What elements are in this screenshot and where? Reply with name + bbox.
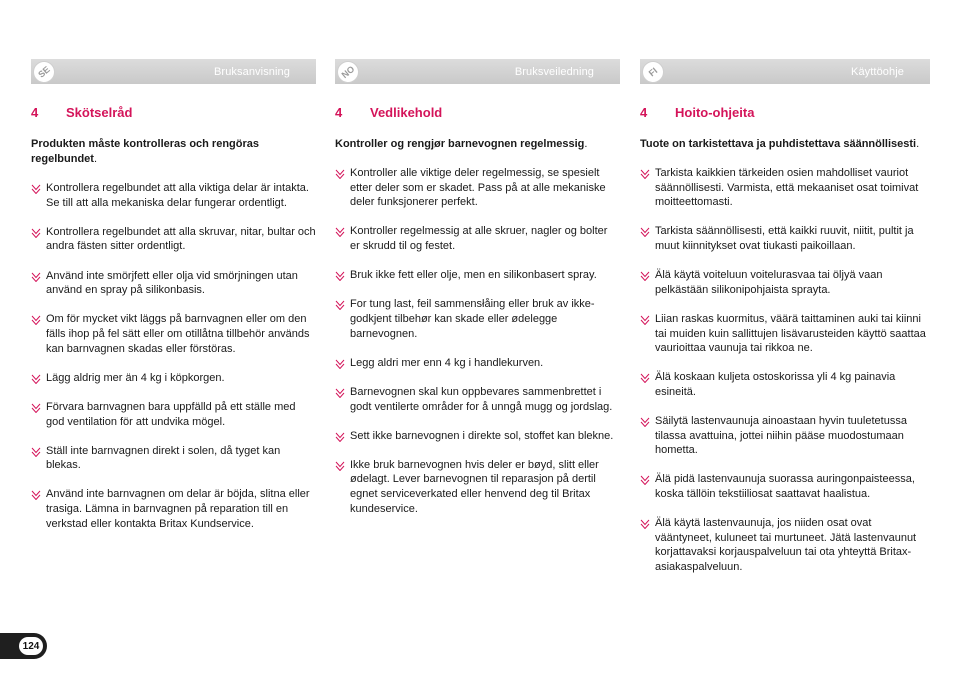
intro-text: Produkten måste kontrolleras och rengöras regelbundet. xyxy=(31,138,260,165)
list-item xyxy=(640,370,930,399)
list-item xyxy=(335,356,620,371)
language-badge: SE xyxy=(29,57,60,88)
section-number: 4 xyxy=(335,105,343,120)
language-badge: NO xyxy=(333,57,364,88)
arrow-bullet-icon xyxy=(335,432,345,442)
item-text: Lägg aldrig mer än 4 kg i köpkorgen. xyxy=(46,371,225,384)
item-text: Kontrollera regelbundet att alla viktiga delar är intakta. Se till att alla mekaniska delar fungerar ordentligt. xyxy=(46,182,309,209)
list-item xyxy=(335,385,620,414)
column-norwegian xyxy=(335,59,620,531)
list-item xyxy=(31,181,316,210)
item-text: Legg aldri mer enn 4 kg i handlekurven. xyxy=(350,356,544,369)
arrow-bullet-icon xyxy=(31,315,41,325)
list-item xyxy=(335,166,620,210)
arrow-bullet-icon xyxy=(640,227,650,237)
page-number-tab xyxy=(0,633,47,659)
item-text: Om för mycket vikt läggs på barnvagnen eller om den fälls ihop på fel sätt eller om otillåtna tillbehör används kan barnvagnen skadas eller förstöras. xyxy=(46,313,310,355)
item-text: Ställ inte barnvagnen direkt i solen, då tyget kan blekas. xyxy=(46,444,281,472)
item-text: Förvara barnvagnen bara uppfälld på ett ställe med god ventilation för att undvika mögel. xyxy=(46,400,296,428)
arrow-bullet-icon xyxy=(31,184,41,194)
intro-text: Kontroller og rengjør barnevognen regelmessig. xyxy=(335,138,588,150)
section-title: Hoito-ohjeita xyxy=(675,105,755,120)
item-text: Säilytä lastenvaunuja ainoastaan hyvin tuuletetussa tilassa avattuina, jottei niihin pääse muodostumaan hometta. xyxy=(655,415,907,457)
arrow-bullet-icon xyxy=(640,475,650,485)
intro-bold: Produkten måste kontrolleras och rengöras regelbundet xyxy=(31,138,260,165)
page-number: 124 xyxy=(19,637,43,655)
list-item xyxy=(640,516,930,574)
band-title: Käyttöohje xyxy=(851,66,904,78)
list-item xyxy=(640,414,930,458)
arrow-bullet-icon xyxy=(31,447,41,457)
list-item xyxy=(640,268,930,297)
list-item xyxy=(335,224,620,253)
arrow-bullet-icon xyxy=(335,388,345,398)
item-text: Tarkista säännöllisesti, että kaikki ruuvit, niitit, pultit ja muut kiinnitykset ovat tiukasti paikoillaan. xyxy=(655,225,914,252)
list-item xyxy=(31,225,316,254)
item-text: Älä koskaan kuljeta ostoskorissa yli 4 kg painavia esineitä. xyxy=(655,371,896,398)
list-item xyxy=(31,487,316,531)
list-item xyxy=(335,297,620,341)
arrow-bullet-icon xyxy=(31,490,41,500)
arrow-bullet-icon xyxy=(640,417,650,427)
section-heading xyxy=(335,105,620,120)
section-title: Vedlikehold xyxy=(370,105,443,120)
list-item xyxy=(640,224,930,253)
list-item xyxy=(31,312,316,356)
arrow-bullet-icon xyxy=(31,272,41,282)
list-item xyxy=(31,371,316,386)
arrow-bullet-icon xyxy=(335,461,345,471)
section-heading xyxy=(640,105,930,120)
item-text: Kontroller regelmessig at alle skruer, nagler og bolter er skrudd til og festet. xyxy=(350,225,608,252)
list-item xyxy=(335,458,620,516)
column-finnish xyxy=(640,59,930,589)
list-item xyxy=(31,269,316,298)
list-item xyxy=(640,312,930,356)
item-text: For tung last, feil sammensłåing eller bruk av ikke-godkjent tilbehør kan skade eller ødelegge barnevognen. xyxy=(350,298,595,340)
arrow-bullet-icon xyxy=(31,374,41,384)
list-item xyxy=(31,444,316,473)
item-list xyxy=(335,166,620,516)
item-text: Barnevognen skal kun oppbevares sammenbrettet i godt ventilerte områder for å unngå mugg og jordslag. xyxy=(350,385,613,413)
item-text: Kontrollera regelbundet att alla skruvar, nitar, bultar och andra fästen sitter ordentligt. xyxy=(46,225,316,253)
arrow-bullet-icon xyxy=(335,359,345,369)
arrow-bullet-icon xyxy=(335,169,345,179)
item-text: Använd inte barnvagnen om delar är böjda, slitna eller trasiga. Lämna in barnvagnen på reparation till en verkstad eller kontakta Britax Kundservice. xyxy=(46,488,310,530)
item-text: Ikke bruk barnevognen hvis deler er bøyd, slitt eller ødelagt. Lever barnevognen til reparasjon på dertil egnet serviceverkated eller henvend deg til Britax kundeservice. xyxy=(350,458,599,515)
language-band xyxy=(335,59,620,84)
section-heading xyxy=(31,105,316,120)
arrow-bullet-icon xyxy=(335,300,345,310)
arrow-bullet-icon xyxy=(335,227,345,237)
arrow-bullet-icon xyxy=(640,519,650,529)
list-item xyxy=(335,429,620,444)
item-text: Liian raskas kuormitus, väärä taittaminen auki tai kiinni tai muiden kuin sallittujen lisävarusteiden käyttö saattaa vaurioittaa vaunuja tai rikkoa ne. xyxy=(655,312,926,355)
language-badge: FI xyxy=(638,57,669,88)
column-swedish xyxy=(31,59,316,546)
section-number: 4 xyxy=(31,105,39,120)
arrow-bullet-icon xyxy=(31,403,41,413)
item-text: Älä käytä voiteluun voitelurasvaa tai öljyä vaan pelkästään silikonipohjaista sprayta. xyxy=(655,269,883,296)
item-list xyxy=(640,166,930,575)
item-text: Bruk ikke fett eller olje, men en silikonbasert spray. xyxy=(350,269,597,282)
arrow-bullet-icon xyxy=(640,315,650,325)
language-band xyxy=(640,59,930,84)
list-item xyxy=(640,166,930,210)
section-number: 4 xyxy=(640,105,648,120)
arrow-bullet-icon xyxy=(640,271,650,281)
item-list xyxy=(31,181,316,531)
item-text: Kontroller alle viktige deler regelmessig, se spesielt etter deler som er skadet. Pass på at alle mekaniske deler funksjonerer perfekt. xyxy=(350,167,606,209)
intro-bold: Kontroller og rengjør barnevognen regelmessig xyxy=(335,138,585,150)
section-title: Skötselråd xyxy=(66,105,133,120)
list-item xyxy=(31,400,316,429)
list-item xyxy=(640,472,930,501)
item-text: Älä käytä lastenvaunuja, jos niiden osat ovat vääntyneet, kuluneet tai murtuneet. Jätä lastenvaunut korjattavaksi korjauspalveluun tai ota yhteyttä Britax-asiakaspalveluun. xyxy=(655,517,917,574)
intro-text: Tuote on tarkistettava ja puhdistettava säännöllisesti. xyxy=(640,138,920,150)
arrow-bullet-icon xyxy=(335,271,345,281)
intro-bold: Tuote on tarkistettava ja puhdistettava säännöllisesti xyxy=(640,138,917,150)
item-text: Tarkista kaikkien tärkeiden osien mahdolliset vauriot säännöllisesti. Varmista, että mekaaniset osat toimivat moitteettomasti. xyxy=(655,167,919,209)
language-band xyxy=(31,59,316,84)
item-text: Sett ikke barnevognen i direkte sol, stoffet kan blekne. xyxy=(350,429,614,442)
item-text: Älä pidä lastenvaunuja suorassa auringonpaisteessa, koska tällöin tekstiiliosat saattavat haalistua. xyxy=(655,473,915,501)
list-item xyxy=(335,268,620,283)
arrow-bullet-icon xyxy=(640,169,650,179)
arrow-bullet-icon xyxy=(31,228,41,238)
band-title: Bruksanvisning xyxy=(214,66,290,78)
arrow-bullet-icon xyxy=(640,373,650,383)
item-text: Använd inte smörjfett eller olja vid smörjningen utan använd en spray på silikonbasis. xyxy=(46,269,298,297)
band-title: Bruksveiledning xyxy=(514,66,594,78)
